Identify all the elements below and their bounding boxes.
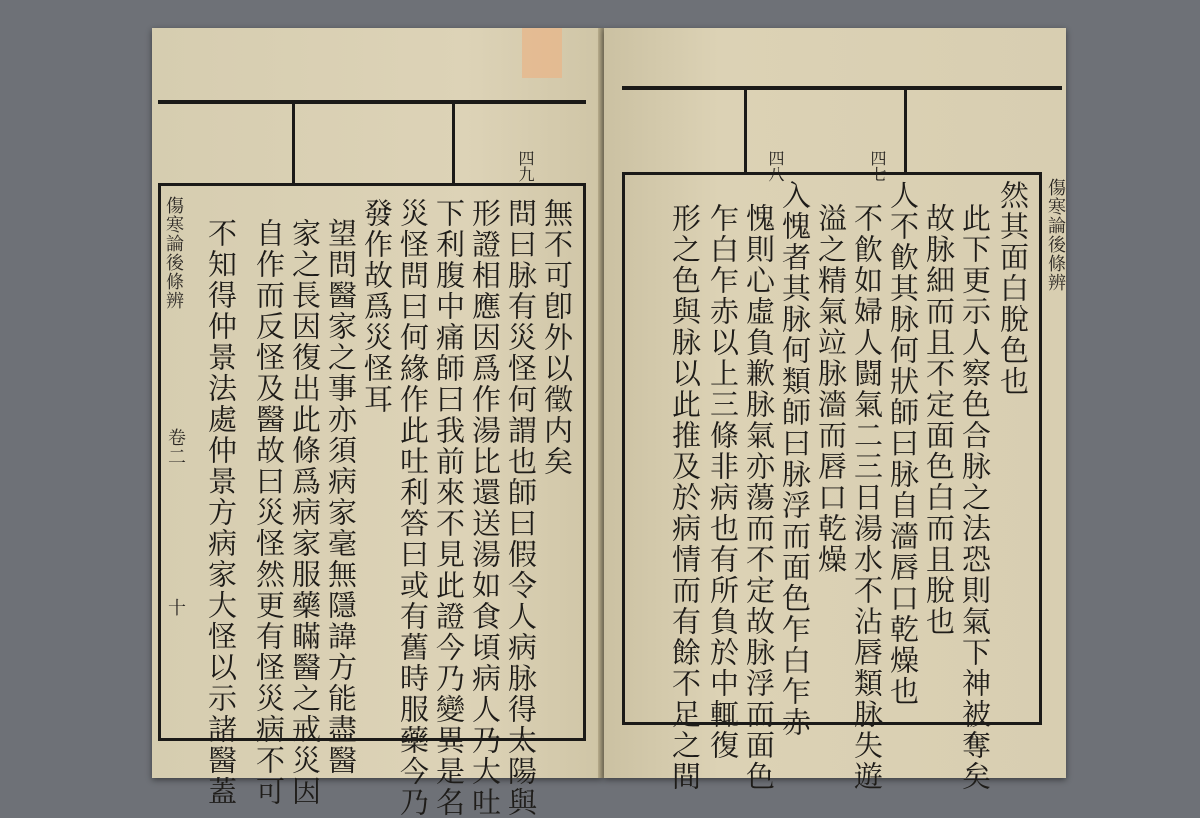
header-rule-top xyxy=(622,86,1062,90)
text-column: 此下更示人察色合脉之法恐則氣下神被奪矣 xyxy=(958,203,992,792)
text-column: 問曰脉有災怪何謂也師曰假令人病脉得太陽與 xyxy=(504,198,538,818)
text-column: 發作故爲災怪耳 xyxy=(360,198,394,415)
page-number: 四七 xyxy=(868,150,887,182)
text-column: 自作而反怪及醫故曰災怪然更有怪災病不可 xyxy=(252,218,286,807)
text-column: 形證相應因爲作湯比還送湯如食頃病人乃大吐 xyxy=(468,198,502,818)
header-divider xyxy=(904,86,907,174)
text-column: 無不可卽外以徵内矣 xyxy=(540,198,574,477)
margin-title: 傷寒論後條辨 xyxy=(1045,178,1066,292)
text-column: 不飮如婦人闘氣二三日湯水不沾唇類脉失遊 xyxy=(850,203,884,792)
text-column: 災怪問曰何緣作此吐利答曰或有舊時服藥今乃 xyxy=(396,198,430,818)
text-column: 不知得仲景法處仲景方病家大怪以示諸醫蓋 xyxy=(204,218,238,807)
page-number: 四八 xyxy=(766,150,785,182)
left-page xyxy=(152,28,602,818)
text-column: 形之色與脉以此推及於病情而有餘不足之間 xyxy=(668,203,702,792)
header-divider xyxy=(452,100,455,185)
text-column: 乍白乍赤以上三條非病也有所負於中輒復 xyxy=(706,203,740,761)
text-column: 家之長因復出此條爲病家服藥瞞醫之戒災因 xyxy=(288,218,322,807)
paper-tab xyxy=(522,28,562,78)
text-column: 下利腹中痛師曰我前來不見此證今乃變異是名 xyxy=(432,198,466,818)
text-column: 然其面白脫色也 xyxy=(996,180,1030,397)
text-column: 人不飮其脉何狀師曰脉自濇唇口乾燥也 xyxy=(886,180,920,707)
right-page xyxy=(604,28,1066,792)
text-column: 愧則心虛負歉脉氣亦蕩而不定故脉浮而面色 xyxy=(742,203,776,792)
page-number: 四九 xyxy=(516,150,535,182)
text-column: 入愧者其脉何類師曰脉浮而面色乍白乍赤 xyxy=(778,180,812,738)
header-divider xyxy=(744,86,747,174)
header-divider xyxy=(292,100,295,185)
margin-volume: 卷二 xyxy=(165,428,186,466)
text-column: 溢之精氣竝脉濇而唇口乾燥 xyxy=(814,203,848,575)
header-rule-top xyxy=(158,100,586,104)
open-book xyxy=(138,28,1068,818)
margin-leaf: 十 xyxy=(165,598,186,617)
text-column: 望問醫家之事亦須病家毫無隱諱方能盡醫 xyxy=(324,218,358,776)
margin-title: 傷寒論後條辨 xyxy=(163,196,184,310)
text-column: 故脉細而且不定面色白而且脫也 xyxy=(922,203,956,637)
